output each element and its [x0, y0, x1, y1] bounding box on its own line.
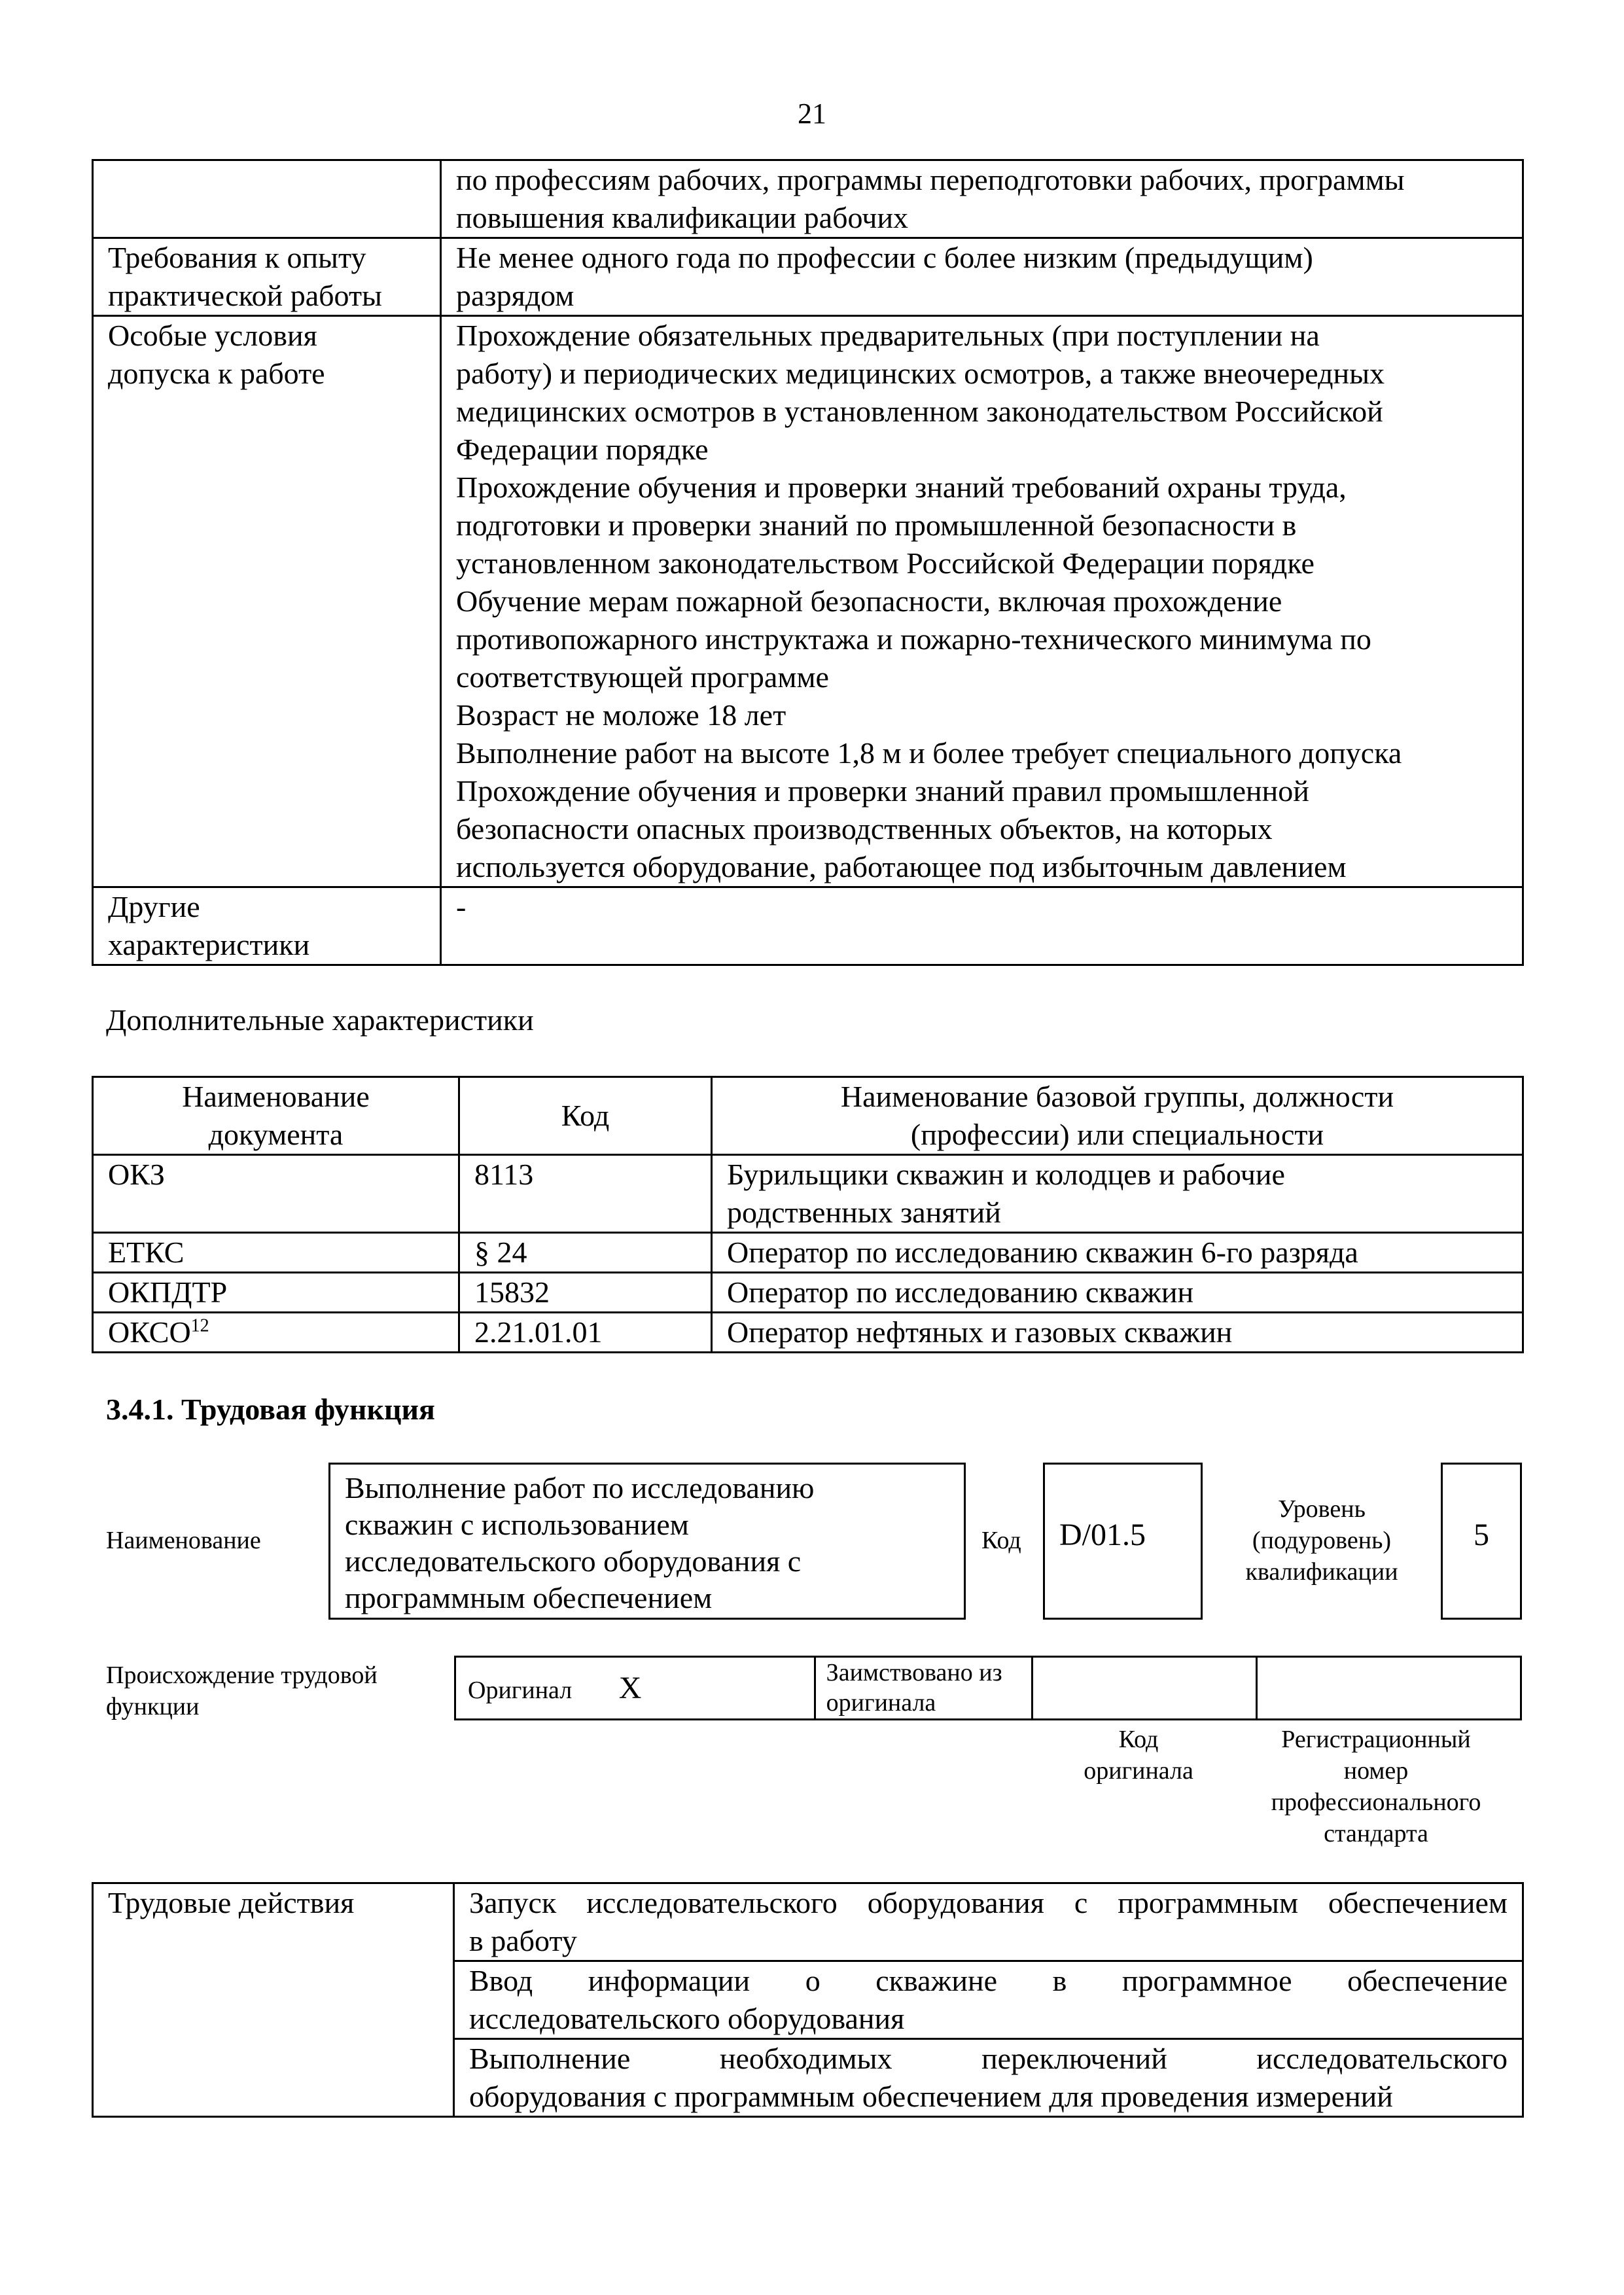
header-document: Наименование документа — [93, 1077, 459, 1155]
cell-code: 2.21.01.01 — [459, 1313, 712, 1353]
cell-document: ОКСО$^{12}$ — [93, 1313, 459, 1353]
page-number: 21 — [798, 98, 826, 130]
table-row — [93, 160, 1523, 238]
header-name: Наименование базовой группы, должности (профессии) или специальности — [712, 1077, 1523, 1155]
origin-label: Происхождение трудовой функции — [106, 1662, 378, 1720]
borrowed-cell: Заимствовано из оригинала — [815, 1657, 1032, 1720]
table-row — [93, 1313, 1523, 1353]
cell-document: ОКЗ — [93, 1155, 459, 1233]
function-code-box — [1043, 1463, 1203, 1620]
action-item: Ввод информации о скважине в программное обеспечение исследовательского оборудования — [454, 1961, 1523, 2039]
footnote-ref[interactable]: 12 — [190, 1315, 209, 1336]
original-cell — [455, 1657, 815, 1720]
table-header-row — [93, 1077, 1523, 1155]
extra-characteristics-heading: Дополнительные характеристики — [106, 1003, 534, 1037]
classifiers-table — [92, 1076, 1524, 1353]
table-row — [93, 1233, 1523, 1273]
function-name-label: Наименование — [106, 1527, 261, 1554]
original-code-cell — [1032, 1657, 1257, 1720]
table-row — [93, 1883, 1523, 1961]
row-value: - — [441, 887, 1523, 965]
original-code-caption: Код оригинала — [1084, 1726, 1193, 1785]
row-label: Требования к опыту практической работы — [93, 238, 441, 316]
table-row — [455, 1657, 1521, 1720]
function-name-box: Выполнение работ по исследованию скважин с использованием исследовательского оборудования с программным обеспечением — [328, 1463, 966, 1620]
table-row — [93, 316, 1523, 887]
code-label: Код — [981, 1527, 1021, 1554]
reg-number-cell — [1257, 1657, 1521, 1720]
table-row — [93, 1155, 1523, 1233]
level-box — [1441, 1463, 1522, 1620]
row-value: по профессиям рабочих, программы переподготовки рабочих, программы повышения квалификации рабочих — [441, 160, 1523, 238]
cell-document: ОКПДТР — [93, 1273, 459, 1313]
cell-document: ЕТКС — [93, 1233, 459, 1273]
action-item: Запуск исследовательского оборудования с программным обеспечением в работу — [454, 1883, 1523, 1961]
original-label: Оригинал — [468, 1676, 573, 1704]
cell-name: Бурильщики скважин и колодцев и рабочие родственных занятий — [712, 1155, 1523, 1233]
function-code: D/01.5 — [1059, 1518, 1146, 1552]
cell-code: 8113 — [459, 1155, 712, 1233]
table-row — [93, 887, 1523, 965]
cell-code: 15832 — [459, 1273, 712, 1313]
reg-number-caption: Регистрационный номер профессионального стандарта — [1271, 1726, 1481, 1847]
row-label: Другие характеристики — [93, 887, 441, 965]
requirements-table — [92, 159, 1524, 966]
row-label: Особые условия допуска к работе — [93, 316, 441, 887]
cell-code: § 24 — [459, 1233, 712, 1273]
actions-label: Трудовые действия — [93, 1883, 454, 2117]
original-mark: X — [618, 1670, 642, 1705]
origin-table — [454, 1656, 1522, 1720]
action-item: Выполнение необходимых переключений исследовательского оборудования с программным обеспечением для проведения измерений — [454, 2039, 1523, 2117]
table-row — [93, 238, 1523, 316]
header-code: Код — [459, 1077, 712, 1155]
cell-name: Оператор нефтяных и газовых скважин — [712, 1313, 1523, 1353]
labor-actions-table — [92, 1882, 1524, 2118]
cell-name: Оператор по исследованию скважин 6-го разряда — [712, 1233, 1523, 1273]
section-title: 3.4.1. Трудовая функция — [106, 1393, 435, 1426]
table-row — [93, 1273, 1523, 1313]
cell-name: Оператор по исследованию скважин — [712, 1273, 1523, 1313]
level-value: 5 — [1474, 1518, 1489, 1552]
level-label: Уровень (подуровень) квалификации — [1245, 1495, 1398, 1586]
row-value: Не менее одного года по профессии с более низким (предыдущим) разрядом — [441, 238, 1523, 316]
row-label — [93, 160, 441, 238]
row-value: Прохождение обязательных предварительных (при поступлении на работу) и периодических медицинских осмотров, а также внеочередных медицинских осмотров в установленном законодательством Российской Федерации порядке Прохождение обучения и проверки знаний требований охраны труда, подготовки и проверки знаний по промышленной безопасности в установленном законодательством Российской Федерации порядке Обучение мерам пожарной безопасности, включая прохождение противопожарного инструктажа и пожарно-технического минимума по соответствующей программе Возраст не моложе 18 лет Выполнение работ на высоте 1,8 м и более требует специального допуска Прохождение обучения и проверки знаний правил промышленной безопасности опасных производственных объектов, на которых используется оборудование, работающее под избыточным давлением — [441, 316, 1523, 887]
